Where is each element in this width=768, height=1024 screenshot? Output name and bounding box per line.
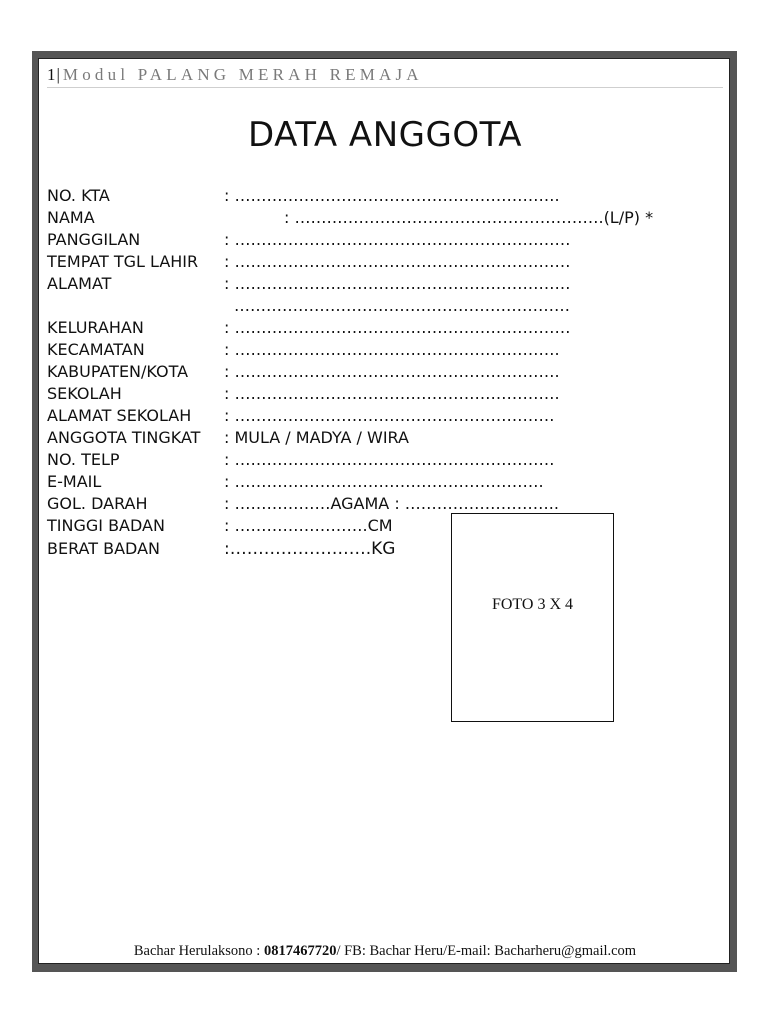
field-label: NO. KTA [47, 186, 110, 205]
field-blank: : …………………………………………………… [224, 450, 555, 469]
field-label: E-MAIL [47, 472, 102, 491]
field-blank: : …………………………………………………… [224, 406, 555, 425]
field-blank: : ……………………………………………………… [224, 274, 571, 293]
page-footer [39, 943, 731, 960]
field-label: SEKOLAH [47, 384, 122, 403]
field-blank: : ………………AGAMA : ……………………….. [224, 494, 559, 513]
field-label: GOL. DARAH [47, 494, 148, 513]
field-blank: : ……………………………………………………. [224, 362, 560, 381]
field-blank: : ……………………………………………………… [224, 230, 571, 249]
field-blank: : …………………………………………………. [224, 472, 544, 491]
field-label: TEMPAT TGL LAHIR [47, 252, 199, 271]
field-blank: : ……………………………………………………. [224, 340, 560, 359]
field-label: KECAMATAN [47, 340, 145, 359]
field-blank: : …………………….CM [224, 516, 393, 535]
footer-contact: / FB: Bachar Heru/E-mail: Bacharheru@gmail.com [336, 943, 637, 959]
running-header [47, 65, 723, 88]
field-label: BERAT BADAN [47, 539, 160, 558]
photo-box [451, 513, 614, 722]
field-blank: :…………………….KG [224, 539, 396, 559]
field-label: KELURAHAN [47, 318, 144, 337]
field-blank: : ……………………………………………………. [224, 384, 560, 403]
field-label: NAMA [47, 208, 95, 227]
photo-label: FOTO 3 X 4 [491, 596, 574, 613]
field-label: ANGGOTA TINGKAT [47, 428, 201, 447]
field-label: ALAMAT SEKOLAH [47, 406, 192, 425]
field-blank: : ……………………………………………………. [224, 186, 560, 205]
document-page [38, 58, 730, 964]
field-blank: ……………………………………………………… [234, 296, 570, 315]
module-title: Modul PALANG MERAH REMAJA [62, 65, 423, 84]
field-label: KABUPATEN/KOTA [47, 362, 189, 381]
field-blank: : ………………………………………………….(L/P) * [284, 208, 654, 227]
footer-phone: 0817467720 [263, 943, 337, 959]
field-label: NO. TELP [47, 450, 120, 469]
field-options: : MULA / MADYA / WIRA [224, 428, 409, 447]
field-blank: : ……………………………………………………… [224, 252, 571, 271]
field-label: ALAMAT [47, 274, 112, 293]
field-label: TINGGI BADAN [47, 516, 165, 535]
field-label: PANGGILAN [47, 230, 141, 249]
field-blank: : ……………………………………………………… [224, 318, 571, 337]
footer-name: Bachar Herulaksono : [133, 943, 264, 959]
header-separator: | [56, 65, 60, 84]
page-title: DATA ANGGOTA [248, 115, 522, 155]
page-number: 1 [47, 65, 56, 84]
